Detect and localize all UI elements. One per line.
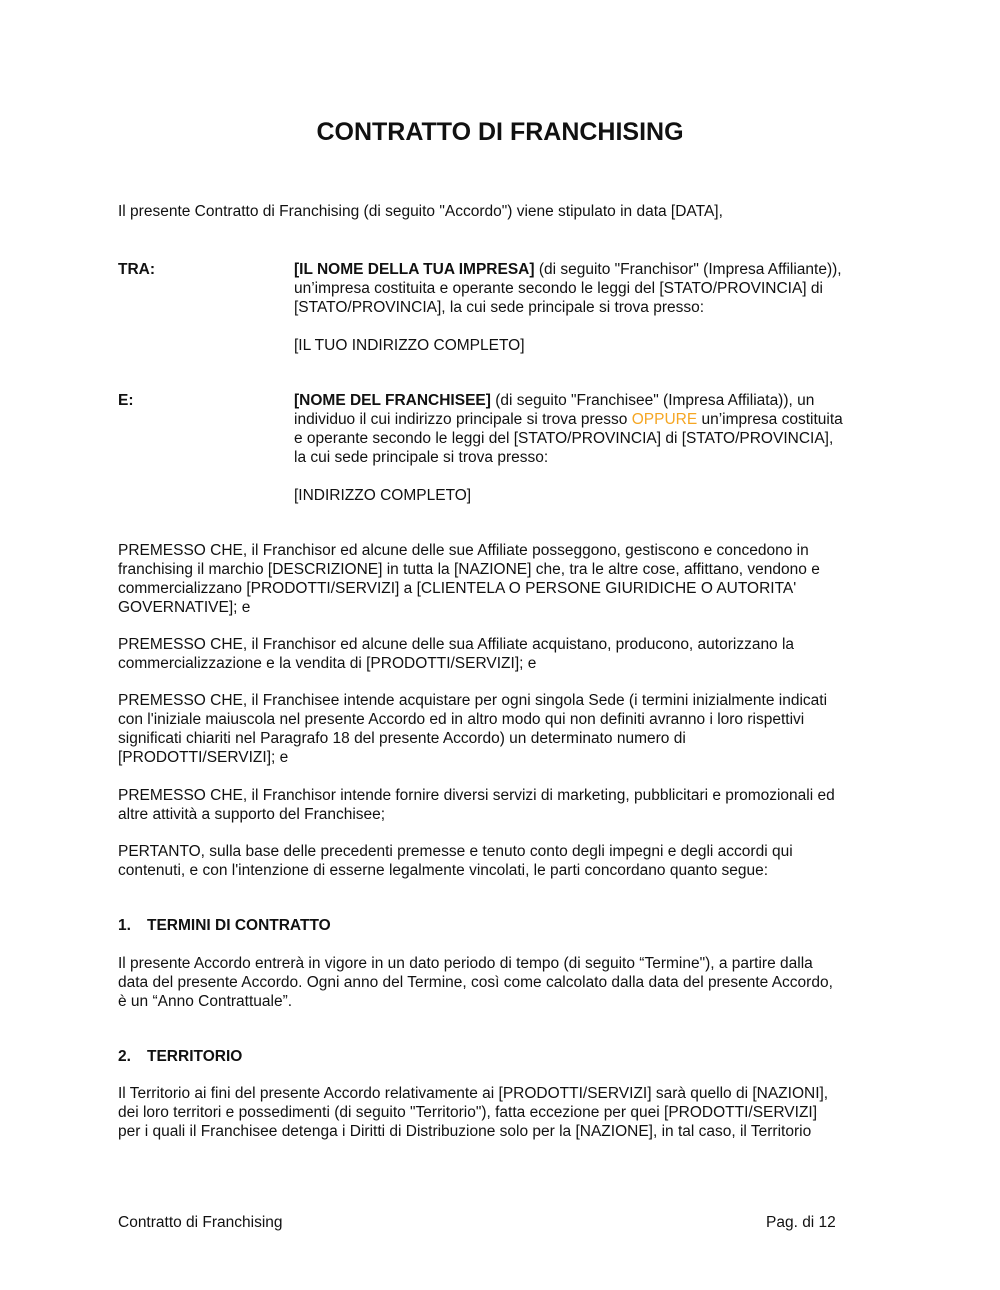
text-line: franchising il marchio [DESCRIZIONE] in tutta la [NAZIONE] che, tra le altre cose, affittano, vendono e	[118, 561, 820, 578]
text-line: significati chiariti nel Paragrafo 18 del presente Accordo) un determinato numero di	[118, 730, 686, 747]
party-line	[294, 410, 884, 429]
party-line: [STATO/PROVINCIA], la cui sede principale si trova presso:	[294, 299, 705, 316]
party-line: e operante secondo le leggi del [STATO/PROVINCIA] di [STATO/PROVINCIA],	[294, 430, 834, 447]
text-line: PREMESSO CHE, il Franchisor ed alcune delle sue Affiliate posseggono, gestiscono e concedono in	[118, 542, 809, 559]
text-line: contenuti, e con l'intenzione di esserne legalmente vincolati, le parti concordano quanto segue:	[118, 862, 769, 879]
franchisee-name: [NOME DEL FRANCHISEE]	[294, 392, 491, 409]
party-label-e: E:	[118, 392, 134, 409]
text-line: data del presente Accordo. Ogni anno del Termine, così come calcolato dalla data del presente Accordo,	[118, 974, 833, 991]
text-line: dei loro territori e possedimenti (di seguito "Territorio"), fatta eccezione per quei [PRODOTTI/SERVIZI]	[118, 1104, 818, 1121]
text-line: PREMESSO CHE, il Franchisee intende acquistare per ogni singola Sede (i termini inizialmente indicati	[118, 692, 828, 709]
text-line: Il presente Accordo entrerà in vigore in un dato periodo di tempo (di seguito “Termine"), a partire dalla	[118, 955, 813, 972]
franchisor-address: [IL TUO INDIRIZZO COMPLETO]	[294, 337, 525, 354]
section-title: TERRITORIO	[147, 1048, 243, 1065]
text-line: è un “Anno Contrattuale”.	[118, 993, 293, 1010]
section-number: 1.	[118, 917, 131, 934]
recital-2	[118, 635, 878, 673]
oppure-highlight: OPPURE	[631, 411, 698, 428]
franchisee-address: [INDIRIZZO COMPLETO]	[294, 487, 472, 504]
party-line	[294, 260, 884, 279]
party-line	[294, 391, 884, 410]
intro-paragraph: Il presente Contratto di Franchising (di seguito "Accordo") viene stipulato in data [DATA],	[118, 203, 723, 220]
recital-1	[118, 541, 878, 617]
section-number: 2.	[118, 1048, 131, 1065]
party-text: individuo il cui indirizzo principale si trova presso	[294, 411, 632, 428]
party-line: un’impresa costituita e operante secondo le leggi del [STATO/PROVINCIA] di	[294, 280, 823, 297]
party-line: la cui sede principale si trova presso:	[294, 449, 549, 466]
text-line: Il Territorio ai fini del presente Accordo relativamente ai [PRODOTTI/SERVIZI] sarà quello di [NAZIONI],	[118, 1085, 829, 1102]
section-heading-1	[118, 916, 331, 935]
section-title: TERMINI DI CONTRATTO	[147, 917, 331, 934]
recital-3	[118, 691, 878, 767]
text-line: altre attività a supporto del Franchisee;	[118, 806, 386, 823]
section-2-body	[118, 1084, 878, 1141]
text-line: PREMESSO CHE, il Franchisor ed alcune delle sua Affiliate acquistano, producono, autorizzano la	[118, 636, 795, 653]
pertanto-paragraph	[118, 842, 878, 880]
party-text: (di seguito "Franchisee" (Impresa Affiliata)), un	[490, 392, 815, 409]
section-1-body	[118, 954, 878, 1011]
text-line: GOVERNATIVE]; e	[118, 599, 251, 616]
footer-document-name: Contratto di Franchising	[118, 1214, 283, 1231]
party-block-franchisee	[294, 391, 884, 505]
section-heading-2	[118, 1047, 242, 1066]
party-text: un’impresa costituita	[697, 411, 843, 428]
franchisor-name: [IL NOME DELLA TUA IMPRESA]	[294, 261, 535, 278]
text-line: commercializzazione e la vendita di [PRODOTTI/SERVIZI]; e	[118, 655, 537, 672]
party-label-tra: TRA:	[118, 261, 156, 278]
text-line: PERTANTO, sulla base delle precedenti premesse e tenuto conto degli impegni e degli accordi qui	[118, 843, 793, 860]
document-title: CONTRATTO DI FRANCHISING	[316, 118, 684, 146]
text-line: commercializzano [PRODOTTI/SERVIZI] a [CLIENTELA O PERSONE GIURIDICHE O AUTORITA'	[118, 580, 797, 597]
text-line: PREMESSO CHE, il Franchisor intende fornire diversi servizi di marketing, pubblicitari e promozionali ed	[118, 787, 835, 804]
party-text: (di seguito "Franchisor" (Impresa Affiliante)),	[534, 261, 842, 278]
text-line: per i quali il Franchisee detenga i Diritti di Distribuzione solo per la [NAZIONE], in tal caso, il Territorio	[118, 1123, 812, 1140]
text-line: con l'iniziale maiuscola nel presente Accordo ed in altro modo qui non definiti avranno i loro rispettivi	[118, 711, 805, 728]
footer-page-number: Pag. di 12	[766, 1214, 836, 1231]
party-block-franchisor	[294, 260, 884, 355]
recital-4	[118, 786, 878, 824]
text-line: [PRODOTTI/SERVIZI]; e	[118, 749, 289, 766]
